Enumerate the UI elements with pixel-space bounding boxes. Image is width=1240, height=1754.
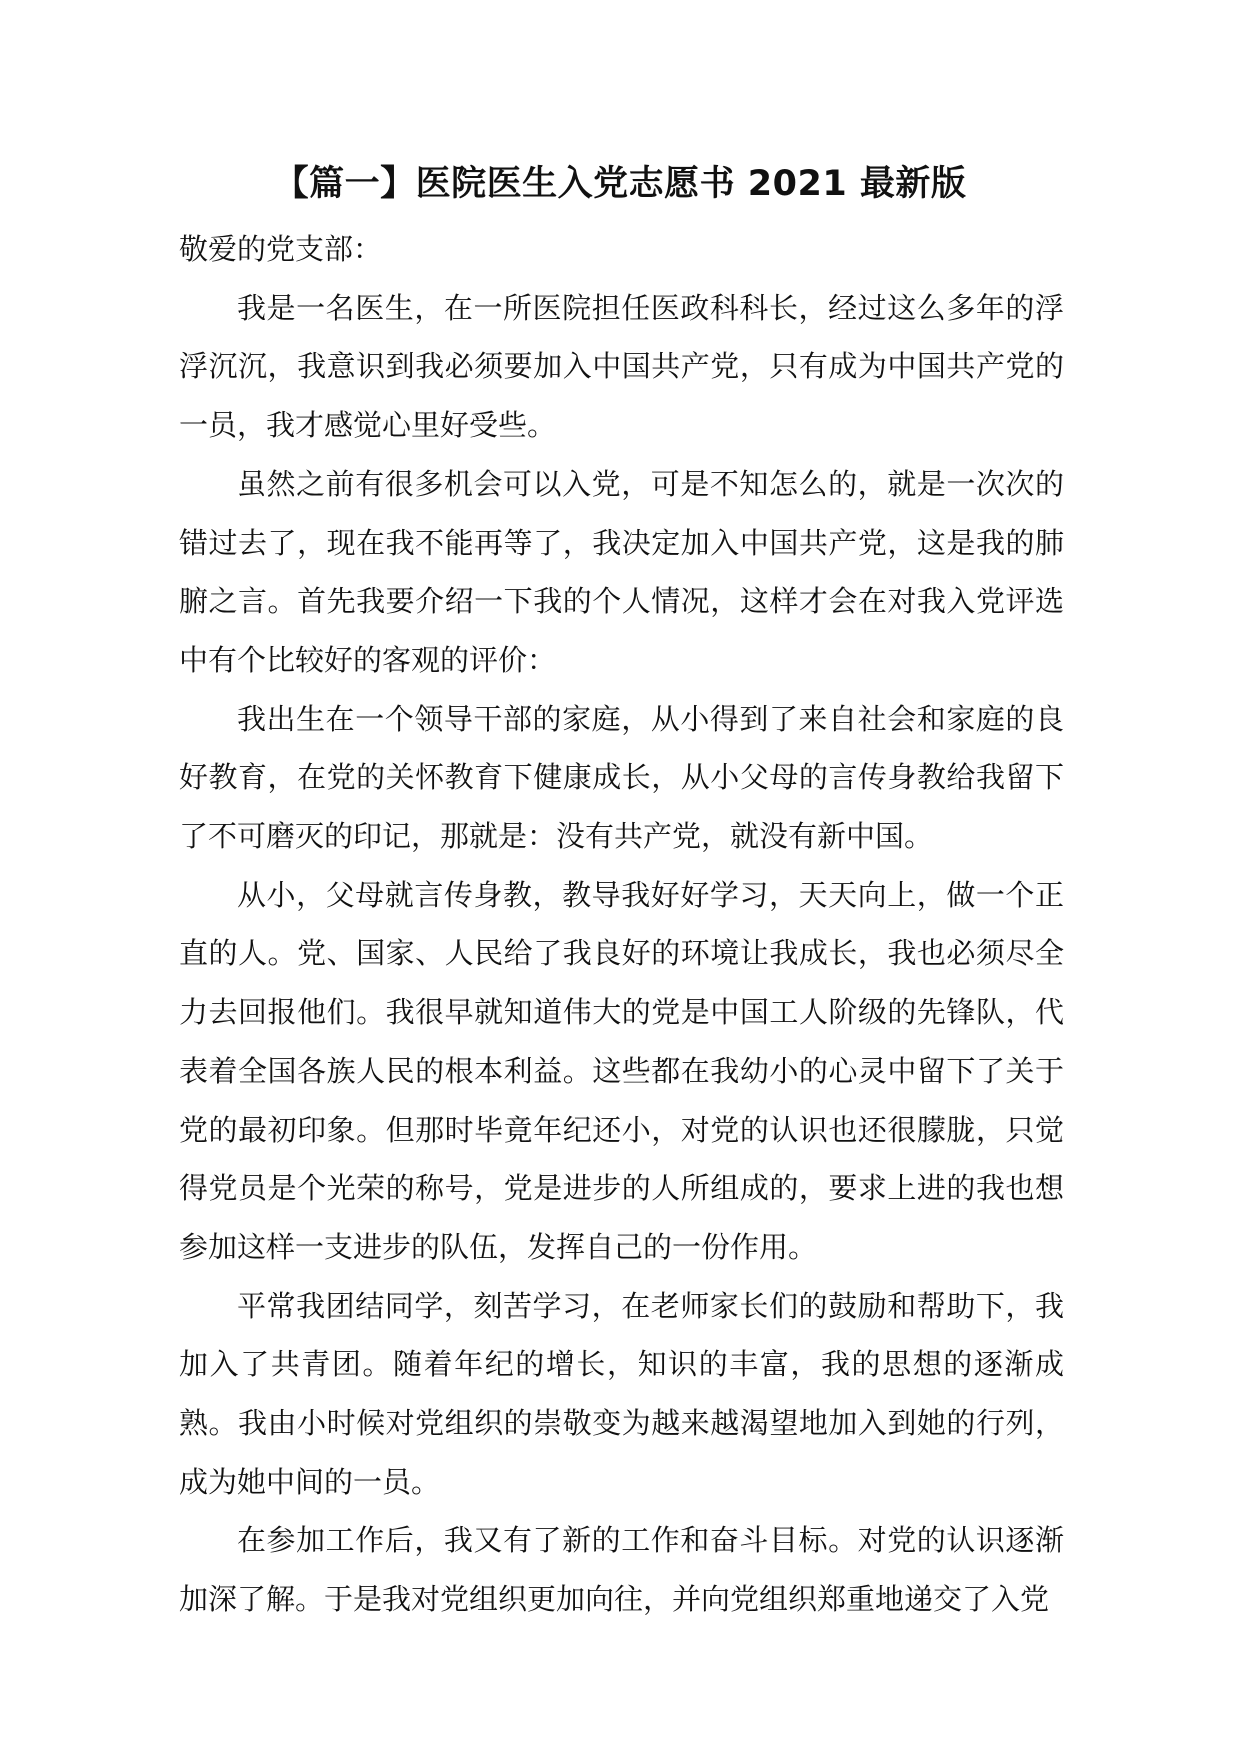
paragraph: 在参加工作后，我又有了新的工作和奋斗目标。对党的认识逐渐加深了解。于是我对党组织更加向往，并向党组织郑重地递交了入党 [179, 1523, 1064, 1617]
document-title: 【篇一】医院医生入党志愿书 2021 最新版 [273, 164, 967, 204]
paragraph: 我是一名医生，在一所医院担任医政科科长，经过这么多年的浮浮沉沉，我意识到我必须要加入中国共产党，只有成为中国共产党的一员，我才感觉心里好受些。 [179, 290, 1064, 443]
salutation: 敬爱的党支部： [179, 232, 383, 266]
paragraph: 平常我团结同学，刻苦学习，在老师家长们的鼓励和帮助下，我加入了共青团。随着年纪的增长，知识的丰富，我的思想的逐渐成熟。我由小时候对党组织的崇敬变为越来越渴望地加入到她的行列，成为她中间的一员。 [179, 1288, 1064, 1499]
paragraph: 我出生在一个领导干部的家庭，从小得到了来自社会和家庭的良好教育，在党的关怀教育下健康成长，从小父母的言传身教给我留下了不可磨灭的印记，那就是：没有共产党，就没有新中国。 [179, 701, 1064, 854]
paragraph: 从小，父母就言传身教，教导我好好学习，天天向上，做一个正直的人。党、国家、人民给了我良好的环境让我成长，我也必须尽全力去回报他们。我很早就知道伟大的党是中国工人阶级的先锋队，代表着全国各族人民的根本利益。这些都在我幼小的心灵中留下了关于党的最初印象。但那时毕竟年纪还小，对党的认识也还很朦胧，只觉得党员是个光荣的称号，党是进步的人所组成的，要求上进的我也想参加这样一支进步的队伍，发挥自己的一份作用。 [179, 877, 1064, 1264]
paragraph: 虽然之前有很多机会可以入党，可是不知怎么的，就是一次次的错过去了，现在我不能再等了，我决定加入中国共产党，这是我的肺腑之言。首先我要介绍一下我的个人情况，这样才会在对我入党评选中有个比较好的客观的评价： [179, 466, 1064, 677]
document-body [179, 220, 1064, 1629]
